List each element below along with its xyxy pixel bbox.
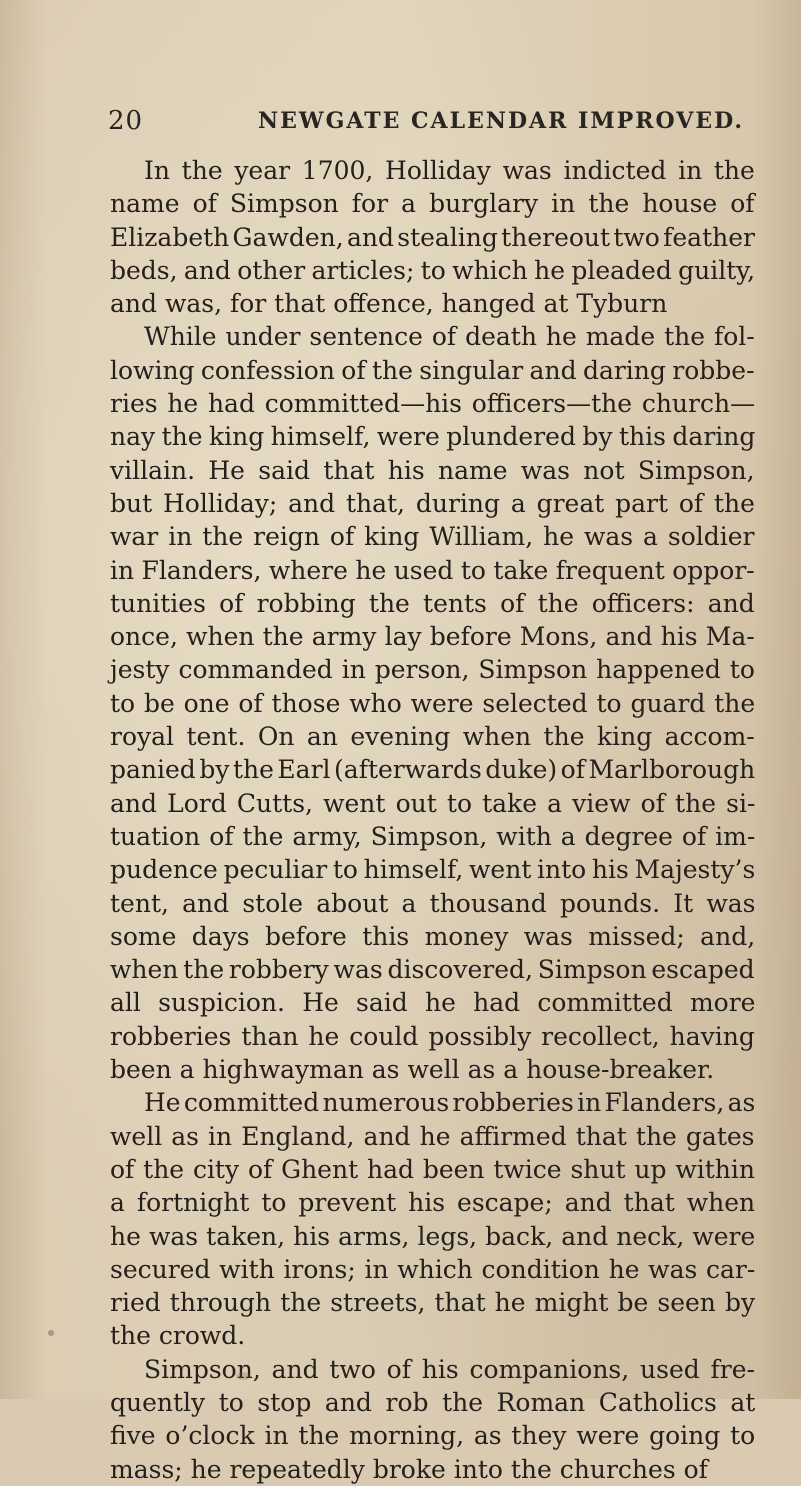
text-line: Simpson, and two of his companions, used fre-	[144, 1354, 755, 1384]
text-line: war in the reign of king William, he was a soldier	[110, 522, 755, 552]
text-line: a fortnight to prevent his escape; and that when	[110, 1188, 756, 1218]
text-line: some days before this money was missed; and,	[110, 921, 756, 951]
text-line: In the year 1700, Holliday was indicted in the	[144, 156, 755, 185]
text-line: quently to stop and rob the Roman Catholics at	[110, 1387, 756, 1417]
text-line: While under sentence of death he made the fol-	[144, 322, 755, 352]
text-line: well as in England, and he affirmed that the gates	[110, 1121, 755, 1151]
text-line: pudence peculiar to himself, went into his Majesty’s	[110, 855, 756, 885]
body-text	[110, 154, 800, 1486]
text-line: the crowd.	[110, 1321, 246, 1351]
text-line: villain. He said that his name was not Simpson,	[110, 455, 755, 485]
text-line: of the city of Ghent had been twice shut up within	[110, 1154, 755, 1184]
text-line: once, when the army lay before Mons, and his Ma-	[110, 622, 755, 652]
text-line: panied by the Earl (afterwards duke) of Marlborough	[110, 755, 756, 785]
page-header	[108, 104, 745, 144]
text-line: and was, for that offence, hanged at Tyburn	[110, 289, 668, 319]
page-number: 20	[108, 106, 144, 136]
text-line: tuation of the army, Simpson, with a degree of im-	[110, 821, 756, 851]
paper-speck	[48, 1330, 54, 1336]
paper-speck	[236, 1372, 250, 1380]
text-line: been a highwayman as well as a house-breaker.	[110, 1055, 715, 1085]
text-line: lowing confession of the singular and daring robbe-	[110, 355, 755, 385]
text-line: He committed numerous robberies in Flanders, as	[144, 1088, 756, 1118]
text-line: mass; he repeatedly broke into the churches of	[110, 1454, 708, 1484]
text-line: and Lord Cutts, went out to take a view of the si-	[110, 788, 756, 818]
text-line: when the robbery was discovered, Simpson escaped	[110, 955, 755, 985]
text-line: Elizabeth Gawden, and stealing thereout two feather	[110, 222, 755, 252]
text-line: royal tent. On an evening when the king accom-	[110, 722, 755, 752]
running-head: NEWGATE CALENDAR IMPROVED.	[258, 108, 745, 134]
text-line: secured with irons; in which condition he was car-	[110, 1254, 756, 1284]
text-line: but Holliday; and that, during a great part of the	[110, 488, 755, 518]
text-line: all suspicion. He said he had committed more	[110, 988, 756, 1018]
text-line: ries he had committed—his officers—the church—	[110, 389, 756, 419]
text-line: robberies than he could possibly recollect, having	[110, 1021, 755, 1051]
text-line: nay the king himself, were plundered by this daring	[110, 422, 756, 452]
text-line: five o’clock in the morning, as they were going to	[110, 1421, 756, 1451]
text-line: ried through the streets, that he might be seen by	[110, 1288, 756, 1318]
text-line: tunities of robbing the tents of the officers: and	[110, 588, 755, 618]
text-line: to be one of those who were selected to guard the	[110, 688, 756, 718]
text-line: name of Simpson for a burglary in the house of	[110, 189, 755, 219]
text-line: jesty commanded in person, Simpson happened to	[110, 655, 755, 685]
text-line: beds, and other articles; to which he pleaded guilty,	[110, 255, 756, 285]
text-line: in Flanders, where he used to take frequent oppor-	[110, 555, 755, 585]
text-line: he was taken, his arms, legs, back, and neck, were	[110, 1221, 756, 1251]
text-line: tent, and stole about a thousand pounds. It was	[110, 888, 756, 918]
